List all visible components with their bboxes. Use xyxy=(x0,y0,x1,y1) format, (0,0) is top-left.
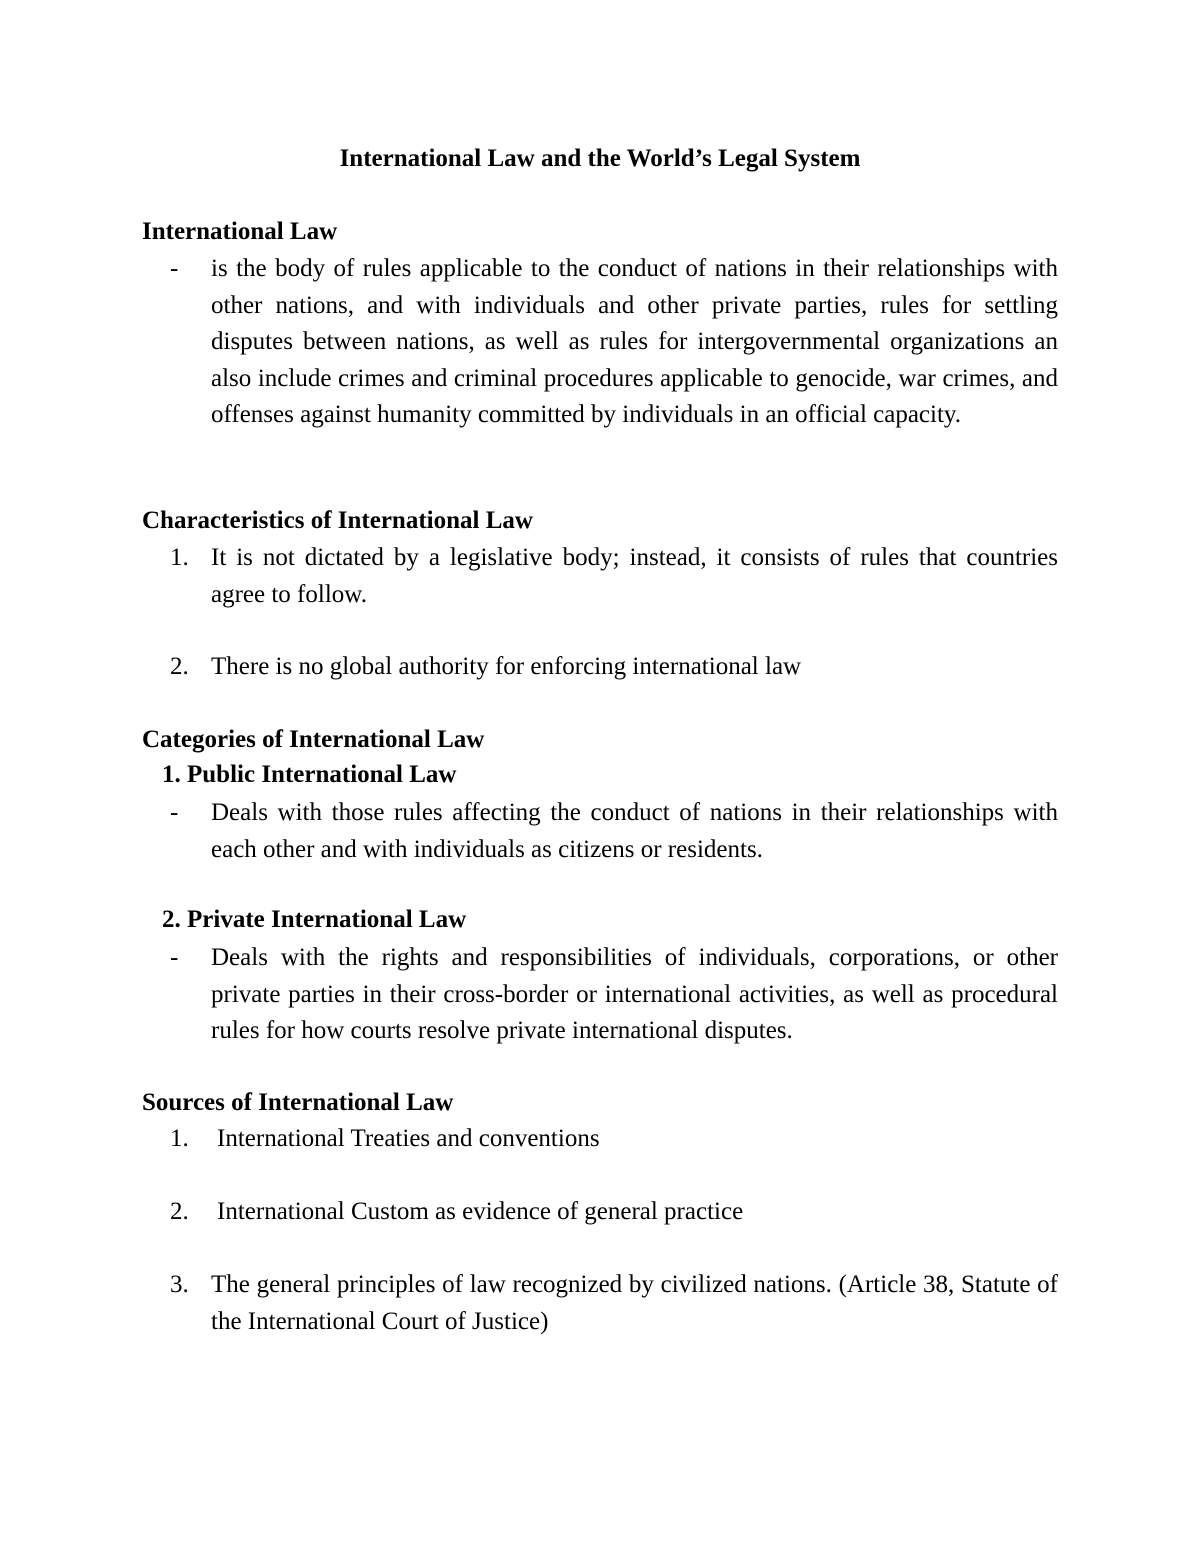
list-item-text: International Treaties and conventions xyxy=(217,1125,600,1152)
definition-item xyxy=(170,251,1058,434)
subheading-private-international-law: 2. Private International Law xyxy=(162,906,467,933)
document-title: International Law and the World’s Legal System xyxy=(339,145,861,172)
dash-bullet: - xyxy=(170,799,179,826)
list-item xyxy=(170,540,1058,613)
list-item-text: The general principles of law recognized by civilized nations. (Article 38, Statute of the International Court of Justice) xyxy=(211,1271,1058,1335)
subheading-public-international-law: 1. Public International Law xyxy=(162,761,457,788)
list-number: 3. xyxy=(170,1271,189,1298)
list-item-text: International Custom as evidence of general practice xyxy=(217,1198,744,1225)
list-number: 2. xyxy=(170,1198,189,1225)
list-item-text: Deals with those rules affecting the conduct of nations in their relationships with each other and with individuals as citizens or residents. xyxy=(211,799,1058,863)
definition-text: is the body of rules applicable to the conduct of nations in their relationships with other nations, and with individuals and other private parties, rules for settling disputes between nations, as well as rules for intergovernmental organizations an also include crimes and criminal procedures applicable to genocide, war crimes, and offenses against humanity committed by individuals in an official capacity. xyxy=(211,255,1058,428)
list-item-text: There is no global authority for enforcing international law xyxy=(211,653,802,680)
dash-bullet: - xyxy=(170,944,179,971)
dash-bullet: - xyxy=(170,255,179,282)
list-item xyxy=(170,1194,1058,1231)
list-item xyxy=(170,940,1058,1050)
list-item-text: Deals with the rights and responsibilities of individuals, corporations, or other private parties in their cross-border or international activities, as well as procedural rules for how courts resolve private international disputes. xyxy=(211,944,1058,1044)
section-heading-characteristics: Characteristics of International Law xyxy=(142,507,533,534)
list-item xyxy=(170,1267,1058,1340)
section-heading-sources: Sources of International Law xyxy=(142,1089,454,1116)
list-number: 2. xyxy=(170,653,189,680)
list-item xyxy=(170,795,1058,868)
section-heading-international-law: International Law xyxy=(142,218,338,245)
section-heading-categories: Categories of International Law xyxy=(142,726,485,753)
list-item xyxy=(170,1121,1058,1158)
list-number: 1. xyxy=(170,1125,189,1152)
list-number: 1. xyxy=(170,544,189,571)
list-item-text: It is not dictated by a legislative body; instead, it consists of rules that countries agree to follow. xyxy=(211,544,1058,608)
list-item xyxy=(170,649,1058,686)
